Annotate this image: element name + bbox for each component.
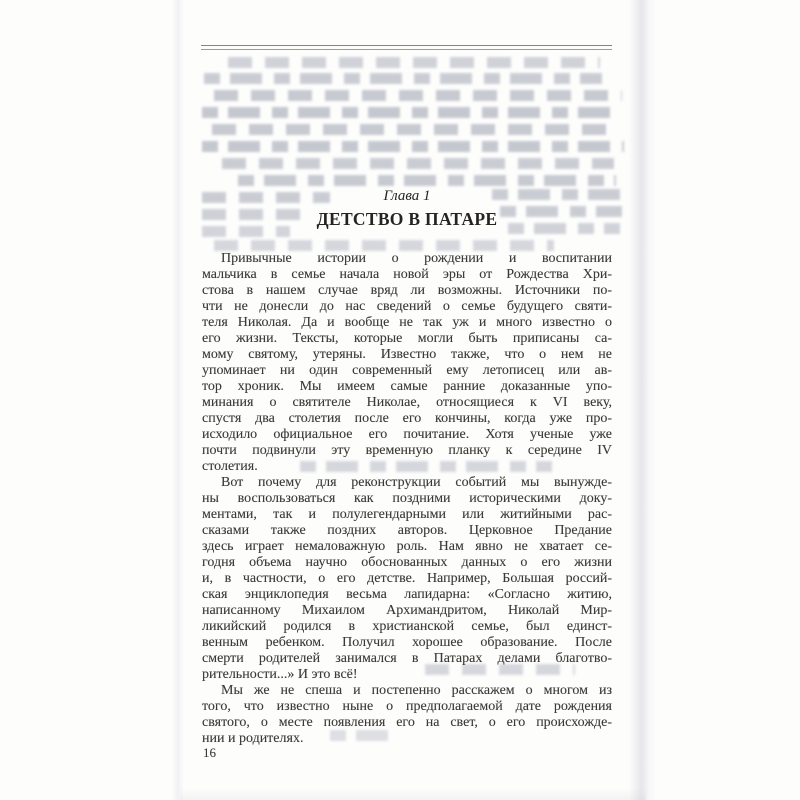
text-line: тор хроник. Мы имеем самые ранние доказанные упо- (202, 379, 612, 394)
page-bottom-shadow (180, 788, 646, 800)
text-line: его жизни. Тексты, которые могли быть приписаны са- (202, 331, 612, 346)
page-number: 16 (203, 745, 216, 760)
text-line: столетия. (202, 459, 258, 474)
text-line: ликийский родился в христианской семье, был единст- (202, 619, 612, 634)
text-line: чти не донесли до нас сведений о семье будущего святи- (202, 299, 612, 314)
text-line: сказами также поздних авторов. Церковное Предание (202, 523, 612, 538)
text-line: упоминает ни один современный ему летописец или ав- (202, 363, 612, 378)
bleedthrough-line (222, 158, 614, 169)
text-line: мому святому, утеряны. Известно также, что о нем не (202, 347, 612, 362)
text-line: Привычные истории о рождении и воспитании (221, 251, 612, 266)
text-line: ская энциклопедия весьма лапидарна: «Согласно житию, (202, 587, 612, 602)
text-line: здесь играет немаловажную роль. Нам явно не хватает се- (202, 539, 612, 554)
text-line: написанному Михаилом Архимандритом, Николай Мир- (202, 603, 612, 618)
bleedthrough-line (202, 107, 622, 118)
text-line: исходило официальное его почитание. Хотя ученые уже (202, 427, 612, 442)
text-line: и, в частности, о его детстве. Например, Большая россий- (202, 571, 612, 586)
text-line: нии и родителях. (202, 731, 304, 746)
bleedthrough-line (202, 141, 624, 152)
text-line: теля Николая. Да и вообще не так уж и много известно о (202, 315, 612, 330)
text-line: мальчика в семье начала новой эры от Рождества Хри- (202, 267, 612, 282)
text-line: ментами, так и полулегендарными или житийными рас- (202, 507, 612, 522)
text-line: Вот почему для реконструкции событий мы вынужде- (221, 475, 612, 490)
text-line: стова в нашем случае вряд ли возможны. Источники по- (202, 283, 612, 298)
text-line: рительности...» И это всё! (202, 667, 358, 682)
bleedthrough-line (214, 240, 554, 251)
chapter-label: Глава 1 (383, 188, 431, 204)
text-line: почти подвинули эту временную планку к середине IV (202, 443, 612, 458)
chapter-title: ДЕТСТВО В ПАТАРЕ (316, 209, 498, 229)
text-line: смерти родителей занимался в Патарах делами благотво- (202, 651, 612, 666)
page-right-edge (629, 0, 657, 800)
text-line: венным ребенком. Получил хорошее образование. После (202, 635, 612, 650)
text-line: святого, о месте появления его на свет, о его происхожде- (202, 715, 612, 730)
text-line: спустя два столетия после его кончины, когда уже про- (202, 411, 612, 426)
text-line: Мы же не спеша и постепенно расскажем о многом из (221, 683, 612, 698)
text-line: годня объема научно обоснованных данных о его жизни (202, 555, 612, 570)
bleedthrough-line (204, 73, 602, 84)
text-line: минания о святителе Николае, относящиеся к VI веку, (202, 395, 612, 410)
bleedthrough-line (212, 124, 612, 135)
body-text (202, 251, 612, 747)
page-left-edge (172, 0, 184, 800)
bleedthrough-line (238, 175, 616, 186)
text-line: ны воспользоваться как поздними историческими доку- (202, 491, 612, 506)
bleedthrough-line (228, 57, 600, 68)
header-rule (201, 45, 612, 50)
bleedthrough-line (214, 90, 622, 101)
text-line: того, что известно ныне о предполагаемой дате рождения (202, 699, 612, 714)
